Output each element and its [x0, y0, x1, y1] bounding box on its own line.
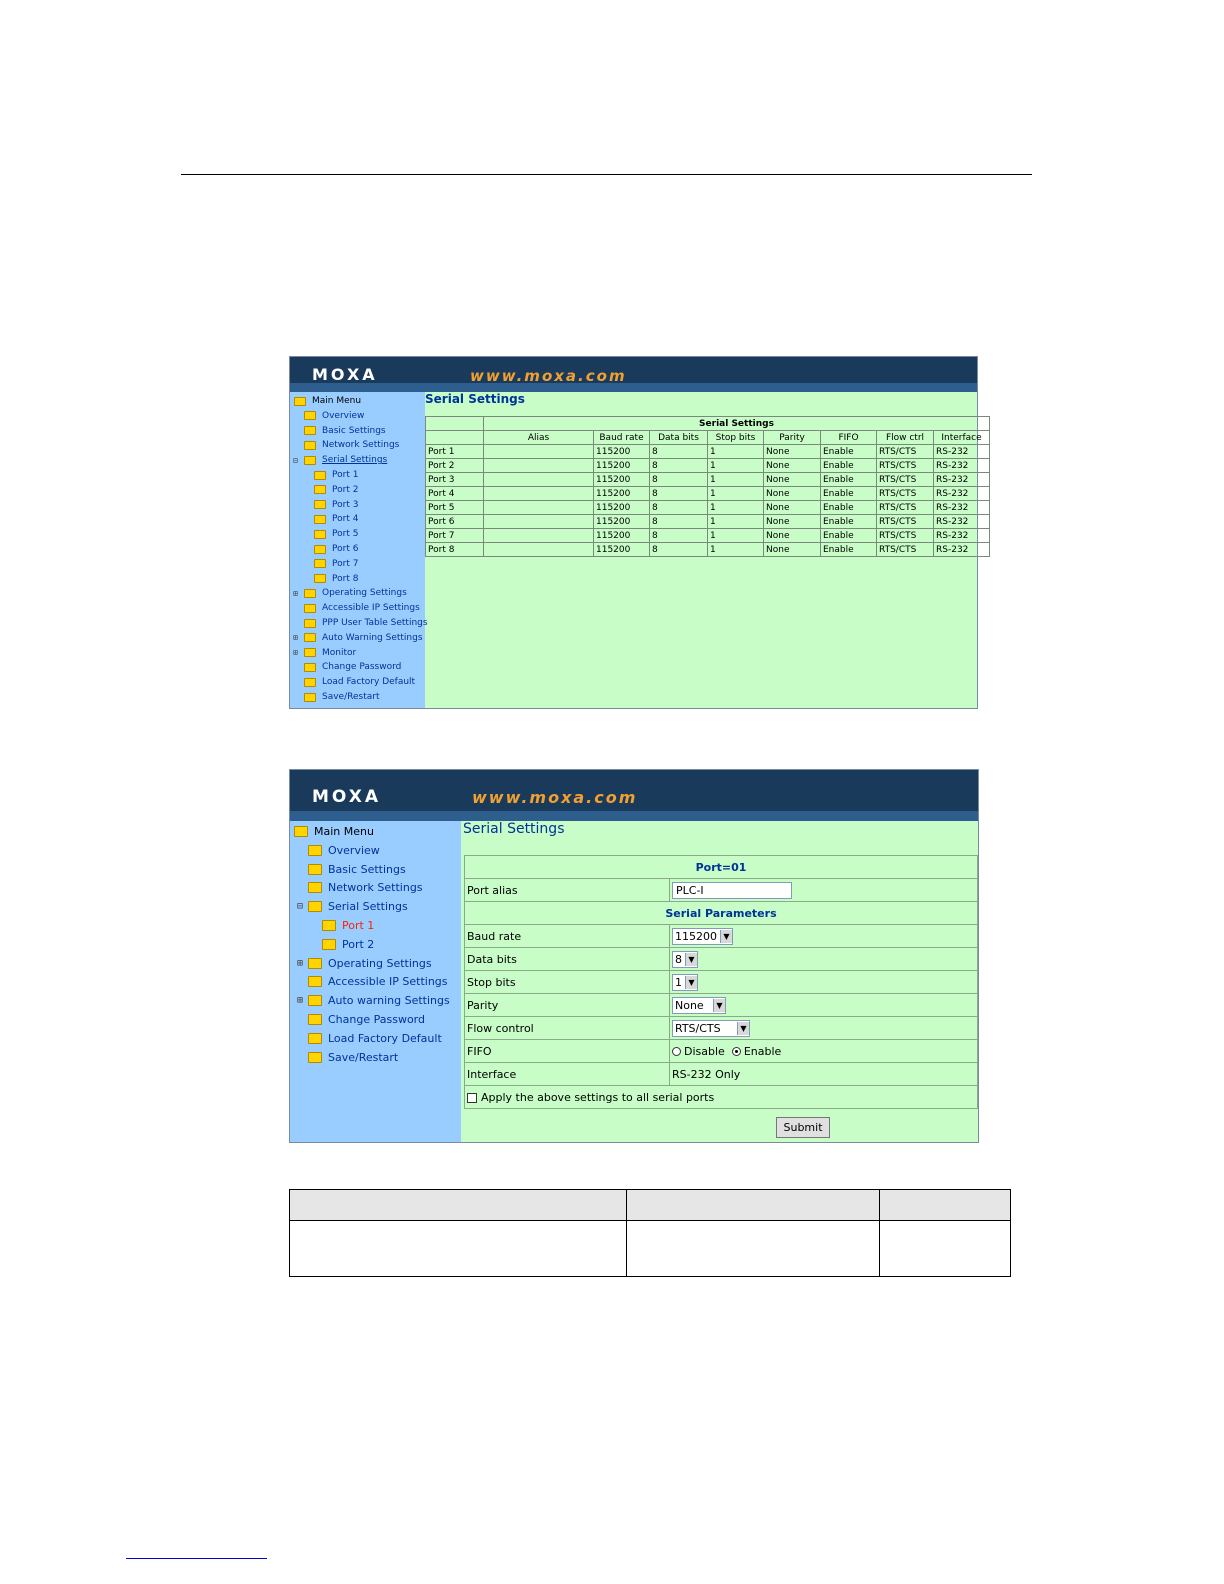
table-cell: RTS/CTS [877, 459, 934, 473]
table-cell: 115200 [594, 529, 650, 543]
folder-icon [308, 1033, 322, 1044]
table-header-cell [627, 1190, 880, 1221]
table-cell: RS-232 [934, 515, 990, 529]
folder-icon [304, 589, 316, 598]
table-cell: 8 [650, 515, 708, 529]
port-link[interactable]: Port 3 [426, 473, 484, 487]
column-header: Baud rate [594, 431, 650, 445]
table-cell: RS-232 [934, 473, 990, 487]
moxa-url: www.moxa.com [470, 367, 627, 385]
collapse-icon[interactable]: ⊟ [297, 901, 304, 913]
table-cell: 1 [708, 543, 764, 557]
moxa-logo: MOXA [312, 365, 378, 384]
table-cell [484, 501, 594, 515]
table-row [426, 529, 990, 543]
flow-control-select[interactable]: RTS/CTS ▼ [672, 1020, 750, 1037]
table-cell [290, 1221, 627, 1277]
table-row [426, 487, 990, 501]
table-cell: Enable [821, 543, 877, 557]
table-cell: RS-232 [934, 445, 990, 459]
sidebar-item-main-menu[interactable]: Main Menu [294, 825, 374, 838]
apply-all-checkbox[interactable] [467, 1093, 477, 1103]
table-cell: 1 [708, 529, 764, 543]
folder-icon [314, 545, 326, 554]
table-cell: None [764, 473, 821, 487]
folder-icon [314, 530, 326, 539]
port-link[interactable]: Port 4 [426, 487, 484, 501]
baud-rate-label: Baud rate [465, 925, 670, 948]
table-cell: Enable [821, 445, 877, 459]
table-row [426, 515, 990, 529]
table-cell: None [764, 445, 821, 459]
table-cell: 115200 [594, 543, 650, 557]
sidebar-item-save-restart[interactable]: Save/Restart [304, 692, 379, 702]
folder-icon [322, 920, 336, 931]
port-link[interactable]: Port 5 [426, 501, 484, 515]
sidebar-item-network-settings[interactable]: Network Settings [304, 440, 399, 450]
folder-icon [314, 559, 326, 568]
table-cell: RTS/CTS [877, 529, 934, 543]
apply-all-label: Apply the above settings to all serial ports [481, 1090, 715, 1104]
table-cell: None [764, 501, 821, 515]
sidebar-item-port-7[interactable]: Port 7 [314, 559, 358, 569]
sidebar-item-load-factory-default[interactable]: Load Factory Default [304, 677, 415, 687]
sidebar-item-load-factory-default[interactable]: Load Factory Default [308, 1032, 442, 1045]
page-title: Serial Settings [425, 392, 525, 406]
chevron-down-icon: ▼ [685, 953, 697, 966]
table-cell: RS-232 [934, 459, 990, 473]
table-cell: 8 [650, 445, 708, 459]
sidebar-item-accessible-ip-settings[interactable]: Accessible IP Settings [304, 603, 420, 613]
table-cell: RTS/CTS [877, 543, 934, 557]
port-alias-label: Port alias [465, 879, 670, 902]
chevron-down-icon: ▼ [737, 1022, 749, 1035]
table-cell: RTS/CTS [877, 473, 934, 487]
table-cell: 8 [650, 543, 708, 557]
interface-value: RS-232 Only [670, 1063, 978, 1086]
stop-bits-label: Stop bits [465, 971, 670, 994]
column-header: Stop bits [708, 431, 764, 445]
expand-icon[interactable]: ⊞ [297, 995, 304, 1007]
sidebar-item-main-menu[interactable]: Main Menu [294, 396, 361, 406]
column-header: Flow ctrl [877, 431, 934, 445]
sidebar-item-accessible-ip-settings[interactable]: Accessible IP Settings [308, 975, 448, 988]
table-cell [484, 515, 594, 529]
expand-icon[interactable]: ⊞ [297, 957, 304, 969]
sidebar-item-basic-settings[interactable]: Basic Settings [304, 426, 386, 436]
folder-icon [304, 633, 316, 642]
expand-icon[interactable]: ⊞ [293, 588, 298, 598]
table-cell: None [764, 487, 821, 501]
fifo-disable-label: Disable [684, 1044, 725, 1058]
folder-icon [308, 845, 322, 856]
folder-icon [304, 604, 316, 613]
folder-icon [308, 976, 322, 987]
page-header-rule [181, 174, 1032, 175]
page-title: Serial Settings [463, 821, 565, 837]
table-cell: None [764, 515, 821, 529]
column-header: FIFO [821, 431, 877, 445]
sidebar-item-port-8[interactable]: Port 8 [314, 574, 358, 584]
sidebar-item-network-settings[interactable]: Network Settings [308, 881, 423, 894]
folder-icon [304, 411, 316, 420]
table-row [426, 543, 990, 557]
folder-icon [308, 995, 322, 1006]
sidebar-item-monitor[interactable]: ⊞ Monitor [293, 647, 357, 658]
table-cell: 1 [708, 445, 764, 459]
table-cell: Enable [821, 501, 877, 515]
port-link[interactable]: Port 6 [426, 515, 484, 529]
column-header: Parity [764, 431, 821, 445]
sidebar-item-port-2[interactable]: Port 2 [322, 938, 374, 951]
table-cell: RS-232 [934, 501, 990, 515]
folder-icon [314, 485, 326, 494]
column-header: Data bits [650, 431, 708, 445]
folder-icon [314, 515, 326, 524]
sidebar-item-port-6[interactable]: Port 6 [314, 544, 358, 554]
fifo-enable-radio[interactable] [732, 1047, 741, 1056]
table-header-cell [880, 1190, 1011, 1221]
sidebar-item-overview[interactable]: Overview [308, 844, 380, 857]
sidebar-item-auto-warning-settings[interactable]: ⊞ Auto Warning Settings [293, 632, 423, 643]
table-cell: 115200 [594, 515, 650, 529]
sidebar-item-overview[interactable]: Overview [304, 411, 364, 421]
table-cell: Enable [821, 515, 877, 529]
table-cell: RS-232 [934, 543, 990, 557]
table-caption: Serial Settings [484, 417, 990, 431]
folder-icon [322, 939, 336, 950]
parity-select[interactable]: None ▼ [672, 997, 726, 1014]
moxa-logo: MOXA [312, 787, 382, 807]
table-cell: Enable [821, 473, 877, 487]
table-cell [484, 445, 594, 459]
table-cell: 115200 [594, 501, 650, 515]
moxa-banner [290, 770, 978, 821]
folder-icon [304, 678, 316, 687]
stop-bits-select[interactable]: 1 ▼ [672, 974, 698, 991]
table-cell: RS-232 [934, 487, 990, 501]
folder-icon [314, 471, 326, 480]
flow-control-label: Flow control [465, 1017, 670, 1040]
sidebar-item-change-password[interactable]: Change Password [304, 662, 401, 672]
moxa-banner [290, 357, 977, 392]
folder-icon [304, 426, 316, 435]
table-cell [484, 473, 594, 487]
table-cell: RTS/CTS [877, 445, 934, 459]
table-row [426, 473, 990, 487]
folder-icon [304, 441, 316, 450]
table-cell [484, 487, 594, 501]
table-cell: RS-232 [934, 529, 990, 543]
table-cell: 115200 [594, 459, 650, 473]
document-table [289, 1189, 1011, 1277]
port-header: Port=01 [465, 856, 978, 879]
footer-link-rule [126, 1558, 267, 1559]
folder-icon [304, 693, 316, 702]
table-cell [627, 1221, 880, 1277]
chevron-down-icon: ▼ [685, 976, 697, 989]
fifo-disable-radio[interactable] [672, 1047, 681, 1056]
table-cell: Enable [821, 459, 877, 473]
table-cell [484, 543, 594, 557]
table-cell [484, 529, 594, 543]
port-alias-input[interactable]: PLC-I [672, 882, 792, 899]
table-cell: 8 [650, 501, 708, 515]
serial-settings-table [425, 416, 990, 557]
sidebar-item-save-restart[interactable]: Save/Restart [308, 1051, 398, 1064]
sidebar-item-auto-warning-settings[interactable]: ⊞ Auto warning Settings [297, 994, 450, 1008]
folder-icon [304, 648, 316, 657]
table-cell: 8 [650, 459, 708, 473]
table-cell: Enable [821, 529, 877, 543]
port-link[interactable]: Port 8 [426, 543, 484, 557]
table-cell: None [764, 459, 821, 473]
sidebar-item-change-password[interactable]: Change Password [308, 1013, 425, 1026]
table-cell: 8 [650, 529, 708, 543]
folder-icon [308, 1014, 322, 1025]
data-bits-select[interactable]: 8 ▼ [672, 951, 698, 968]
collapse-icon[interactable]: ⊟ [293, 455, 298, 465]
open-folder-icon [294, 397, 306, 406]
table-row [426, 501, 990, 515]
folder-icon [314, 574, 326, 583]
folder-icon [308, 1052, 322, 1063]
table-cell: RTS/CTS [877, 487, 934, 501]
folder-icon [304, 619, 316, 628]
sidebar-item-port-1[interactable]: Port 1 [322, 919, 374, 932]
table-cell: 8 [650, 473, 708, 487]
submit-button[interactable]: Submit [776, 1117, 830, 1138]
sidebar-item-serial-settings[interactable]: ⊟ Serial Settings [297, 900, 408, 914]
folder-icon [308, 882, 322, 893]
table-cell: 1 [708, 459, 764, 473]
sidebar-item-port-2[interactable]: Port 2 [314, 485, 358, 495]
table-row [426, 445, 990, 459]
folder-icon [314, 500, 326, 509]
table-cell: 115200 [594, 445, 650, 459]
folder-icon [304, 456, 316, 465]
table-header-cell [290, 1190, 627, 1221]
table-cell: 115200 [594, 487, 650, 501]
data-bits-label: Data bits [465, 948, 670, 971]
sidebar-item-operating-settings[interactable]: ⊞ Operating Settings [293, 588, 407, 599]
sidebar-item-port-3[interactable]: Port 3 [314, 500, 358, 510]
sidebar-item-port-1[interactable]: Port 1 [314, 470, 358, 480]
port-settings-form [464, 855, 978, 1109]
port-link[interactable]: Port 2 [426, 459, 484, 473]
table-cell: 1 [708, 515, 764, 529]
sidebar-item-basic-settings[interactable]: Basic Settings [308, 863, 406, 876]
interface-label: Interface [465, 1063, 670, 1086]
column-header [426, 431, 484, 445]
chevron-down-icon: ▼ [720, 930, 732, 943]
table-cell: RTS/CTS [877, 515, 934, 529]
port-link[interactable]: Port 7 [426, 529, 484, 543]
folder-icon [308, 864, 322, 875]
sidebar-item-ppp-user-table-settings[interactable]: PPP User Table Settings [304, 618, 428, 628]
serial-parameters-header: Serial Parameters [465, 902, 978, 925]
table-cell: Enable [821, 487, 877, 501]
table-cell: None [764, 529, 821, 543]
moxa-url: www.moxa.com [472, 788, 638, 807]
main-menu-sidebar [290, 392, 428, 708]
column-header: Interface [934, 431, 990, 445]
table-cell: None [764, 543, 821, 557]
baud-rate-select[interactable]: 115200 ▼ [672, 928, 733, 945]
folder-icon [308, 901, 322, 912]
expand-icon[interactable]: ⊞ [293, 648, 298, 658]
sidebar-item-operating-settings[interactable]: ⊞ Operating Settings [297, 956, 432, 970]
chevron-down-icon: ▼ [713, 999, 725, 1012]
fifo-label: FIFO [465, 1040, 670, 1063]
parity-label: Parity [465, 994, 670, 1017]
main-menu-sidebar [290, 821, 461, 1142]
sidebar-item-port-5[interactable]: Port 5 [314, 529, 358, 539]
table-cell: 8 [650, 487, 708, 501]
sidebar-item-serial-settings[interactable]: ⊟ Serial Settings [293, 455, 388, 466]
table-cell: RTS/CTS [877, 501, 934, 515]
folder-icon [304, 663, 316, 672]
table-cell: 1 [708, 487, 764, 501]
table-row [426, 459, 990, 473]
table-cell: 115200 [594, 473, 650, 487]
folder-icon [308, 958, 322, 969]
table-cell: 1 [708, 473, 764, 487]
port-link[interactable]: Port 1 [426, 445, 484, 459]
expand-icon[interactable]: ⊞ [293, 633, 298, 643]
column-header: Alias [484, 431, 594, 445]
open-folder-icon [294, 826, 308, 837]
sidebar-item-port-4[interactable]: Port 4 [314, 514, 358, 524]
table-cell [880, 1221, 1011, 1277]
table-cell [484, 459, 594, 473]
fifo-enable-label: Enable [743, 1044, 782, 1058]
table-cell: 1 [708, 501, 764, 515]
